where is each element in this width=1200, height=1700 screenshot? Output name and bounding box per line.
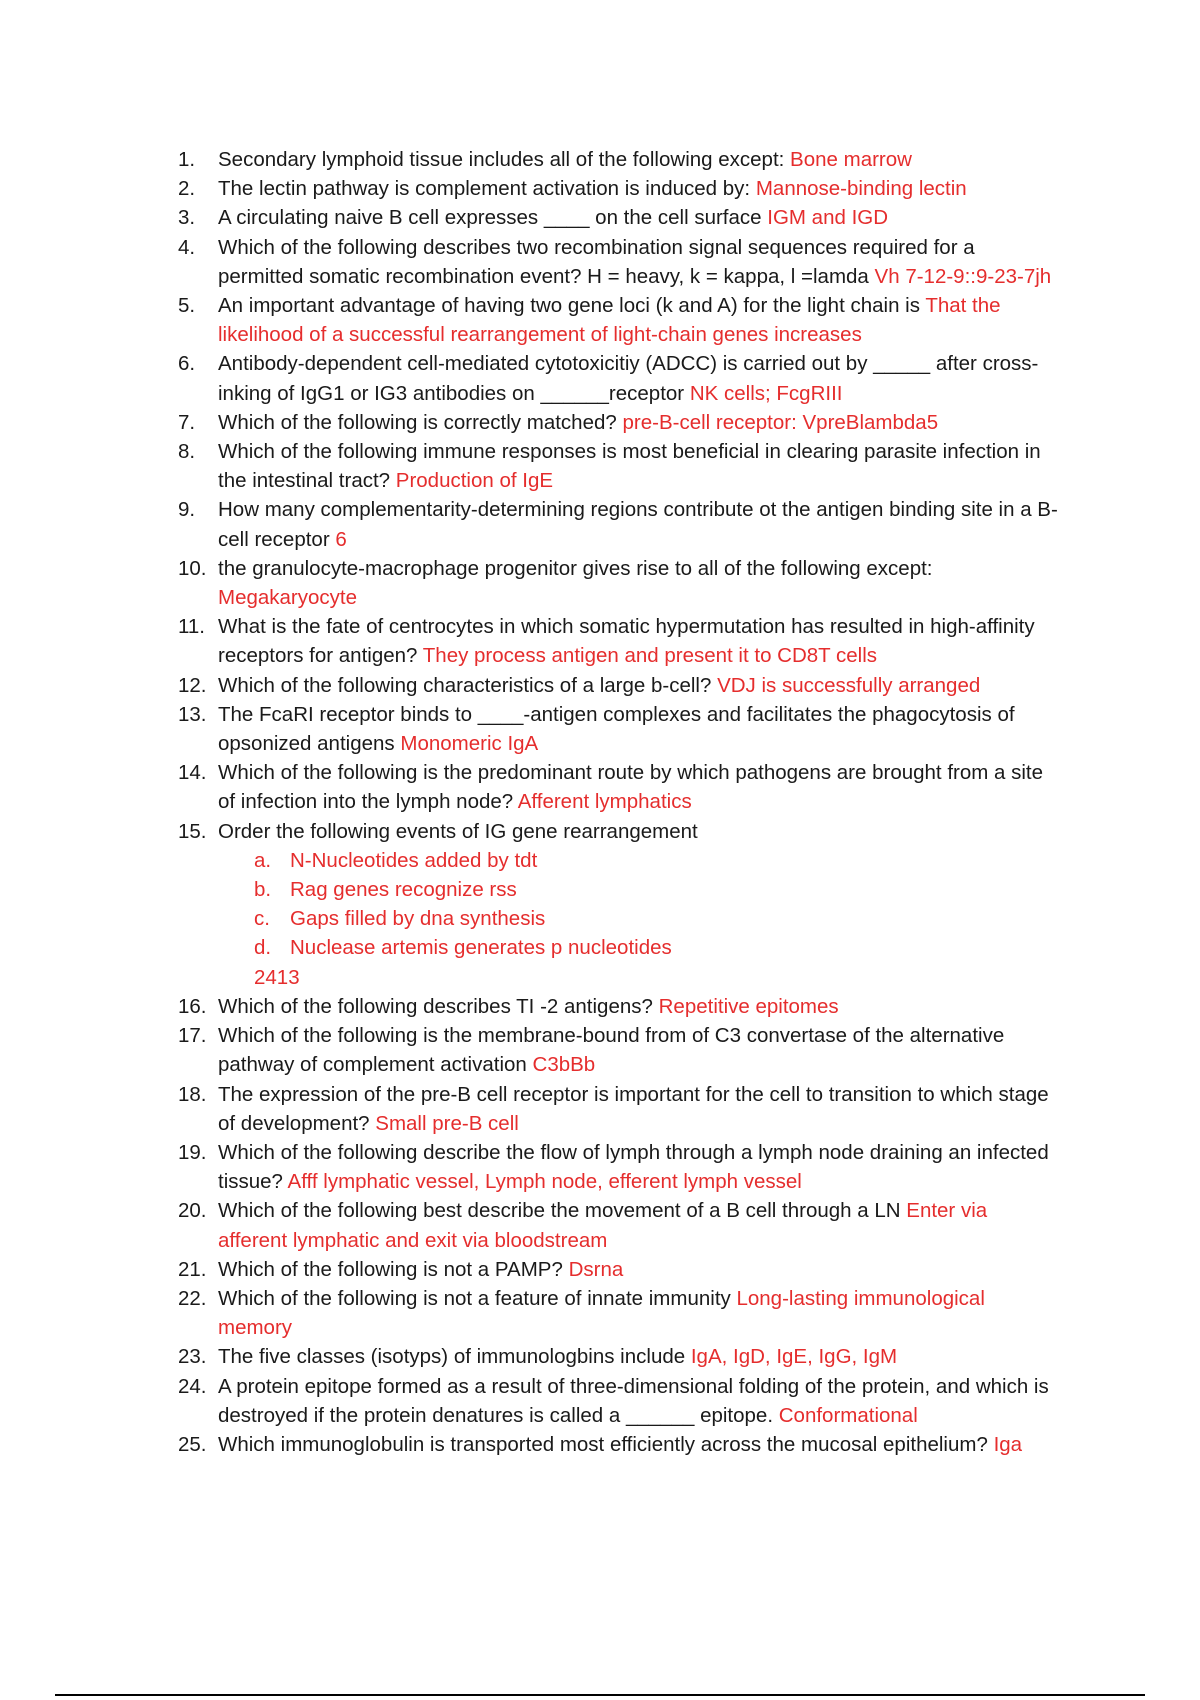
answer-text: VDJ is successfully arranged — [717, 673, 981, 697]
question-text: Which of the following characteristics of a large b-cell? — [218, 673, 712, 697]
footer-divider — [55, 1694, 1145, 1696]
step-letter: c. — [254, 907, 270, 931]
question-number: 25. — [178, 1432, 207, 1456]
question-text: Which of the following describe the flow of lymph through a lymph node draining an infected tissue? — [218, 1140, 1049, 1194]
question-text: The five classes (isotyps) of immunologbins include — [218, 1345, 686, 1369]
question-text: An important advantage of having two gene loci (k and A) for the light chain is — [218, 294, 920, 318]
answer-text: C3bBb — [532, 1053, 596, 1077]
question-text: Antibody-dependent cell-mediated cytotoxicitiy (ADCC) is carried out by _____ after cross-inking of IgG1 or IG3 antibodies on ______receptor — [218, 352, 1039, 405]
question-20 — [178, 1196, 1058, 1254]
question-21 — [178, 1255, 1058, 1284]
answer-text: They process antigen and present it to CD8T cells — [422, 644, 878, 668]
question-3 — [178, 203, 1058, 232]
answer-text: Mannose-binding lectin — [755, 177, 967, 201]
question-text: Which of the following is the membrane-bound from of C3 convertase of the alternative pathway of complement activation — [218, 1024, 1005, 1077]
question-number: 20. — [178, 1199, 207, 1223]
answer-text: 6 — [335, 527, 347, 551]
question-12 — [178, 671, 1058, 700]
question-number: 5. — [178, 294, 196, 318]
answer-text: IgA, IgD, IgE, IgG, IgM — [690, 1345, 898, 1369]
answer-text: Enter via afferent lymphatic and exit via bloodstream — [218, 1199, 988, 1252]
question-text: Which of the following immune responses is most beneficial in clearing parasite infection in the intestinal tract? — [218, 440, 1041, 493]
question-number: 7. — [178, 410, 196, 434]
question-7 — [178, 408, 1058, 437]
question-number: 15. — [178, 819, 207, 843]
answer-text: Dsrna — [568, 1257, 624, 1281]
question-number: 9. — [178, 498, 196, 522]
step-item — [218, 846, 1058, 875]
question-number: 21. — [178, 1257, 207, 1281]
question-text: A protein epitope formed as a result of three-dimensional folding of the protein, and which is destroyed if the protein denatures is called a ______ epitope. — [218, 1374, 1049, 1427]
step-item — [218, 904, 1058, 933]
question-number: 17. — [178, 1024, 207, 1048]
question-number: 13. — [178, 702, 207, 726]
question-number: 3. — [178, 206, 196, 230]
rearrangement-steps — [218, 846, 1058, 963]
question-22 — [178, 1284, 1058, 1342]
step-item — [218, 933, 1058, 962]
question-text: Which of the following is not a PAMP? — [218, 1257, 563, 1281]
question-text: Which of the following is not a feature of innate immunity — [218, 1286, 731, 1310]
step-text: Nuclease artemis generates p nucleotides — [290, 936, 672, 960]
answer-text: IGM and IGD — [767, 206, 889, 230]
question-number: 23. — [178, 1345, 207, 1369]
step-text: N-Nucleotides added by tdt — [290, 848, 538, 872]
question-1 — [178, 145, 1058, 174]
question-number: 6. — [178, 352, 196, 376]
question-text: Which of the following describes TI -2 antigens? — [218, 994, 653, 1018]
question-text: the granulocyte-macrophage progenitor gives rise to all of the following except: — [218, 556, 933, 580]
question-text: Which of the following is correctly matched? — [218, 410, 617, 434]
step-item — [218, 875, 1058, 904]
question-10 — [178, 554, 1058, 612]
answer-text: That the likelihood of a successful rearrangement of light-chain genes increases — [218, 294, 1001, 347]
question-6 — [178, 349, 1058, 407]
question-number: 4. — [178, 235, 196, 259]
answer-text: Long-lasting immunological memory — [218, 1286, 985, 1340]
question-24 — [178, 1372, 1058, 1430]
question-text: How many complementarity-determining regions contribute ot the antigen binding site in a B-cell receptor — [218, 498, 1058, 551]
question-number: 1. — [178, 148, 196, 171]
question-text: Which of the following best describe the movement of a B cell through a LN — [218, 1199, 901, 1223]
answer-text: Small pre-B cell — [375, 1111, 519, 1135]
question-text: Which of the following is the predominant route by which pathogens are brought from a site of infection into the lymph node? — [218, 761, 1044, 814]
question-number: 22. — [178, 1286, 207, 1310]
question-number: 8. — [178, 440, 196, 464]
question-19 — [178, 1138, 1058, 1196]
order-answer: 2413 — [254, 965, 300, 989]
answer-text: Conformational — [778, 1403, 918, 1427]
answer-text: Vh 7-12-9::9-23-7jh — [874, 264, 1052, 288]
question-18 — [178, 1080, 1058, 1138]
question-13 — [178, 700, 1058, 758]
question-text: Which immunoglobulin is transported most efficiently across the mucosal epithelium? — [218, 1432, 988, 1456]
step-letter: b. — [254, 878, 272, 902]
question-number: 24. — [178, 1374, 207, 1398]
question-text: Secondary lymphoid tissue includes all of the following except: — [218, 148, 785, 171]
question-list — [178, 145, 1058, 1459]
question-number: 19. — [178, 1140, 207, 1164]
question-9 — [178, 495, 1058, 553]
question-15 — [178, 817, 1058, 992]
answer-text: Iga — [993, 1432, 1023, 1456]
question-number: 11. — [178, 615, 205, 639]
answer-text: Repetitive epitomes — [658, 994, 839, 1018]
question-8 — [178, 437, 1058, 495]
question-text: Order the following events of IG gene rearrangement — [218, 819, 698, 843]
question-11 — [178, 612, 1058, 670]
question-text: What is the fate of centrocytes in which somatic hypermutation has resulted in high-affinity receptors for antigen? — [218, 615, 1035, 668]
question-text: The FcaRI receptor binds to ____-antigen complexes and facilitates the phagocytosis of opsonized antigens — [218, 702, 1015, 756]
question-number: 12. — [178, 673, 207, 697]
question-14 — [178, 758, 1058, 816]
answer-text: Megakaryocyte — [218, 586, 358, 610]
answer-text: pre-B-cell receptor: VpreBlambda5 — [622, 410, 939, 434]
step-letter: a. — [254, 848, 272, 872]
step-text: Gaps filled by dna synthesis — [290, 907, 546, 931]
question-text: Which of the following describes two recombination signal sequences required for a permitted somatic recombination event? H = heavy, k = kappa, l =lamda — [218, 235, 975, 288]
question-number: 14. — [178, 761, 207, 785]
answer-text: Afff lymphatic vessel, Lymph node, efferent lymph vessel — [287, 1170, 802, 1194]
answer-text: Bone marrow — [790, 148, 912, 171]
question-number: 10. — [178, 556, 207, 580]
step-text: Rag genes recognize rss — [290, 878, 517, 902]
question-number: 16. — [178, 994, 207, 1018]
question-text: The expression of the pre-B cell receptor is important for the cell to transition to which stage of development? — [218, 1082, 1049, 1135]
question-text: A circulating naive B cell expresses ____ on the cell surface — [218, 206, 762, 230]
question-number: 18. — [178, 1082, 207, 1106]
question-number: 2. — [178, 177, 196, 201]
answer-text: Production of IgE — [395, 469, 554, 493]
question-23 — [178, 1342, 1058, 1371]
question-2 — [178, 174, 1058, 203]
answer-text: Afferent lymphatics — [517, 790, 692, 814]
question-4 — [178, 233, 1058, 291]
question-text: The lectin pathway is complement activation is induced by: — [218, 177, 751, 201]
answer-text: NK cells; FcgRIII — [689, 381, 843, 405]
question-16 — [178, 992, 1058, 1021]
step-letter: d. — [254, 936, 272, 960]
question-5 — [178, 291, 1058, 349]
question-17 — [178, 1021, 1058, 1079]
question-25 — [178, 1430, 1058, 1459]
answer-text: Monomeric IgA — [400, 732, 539, 756]
